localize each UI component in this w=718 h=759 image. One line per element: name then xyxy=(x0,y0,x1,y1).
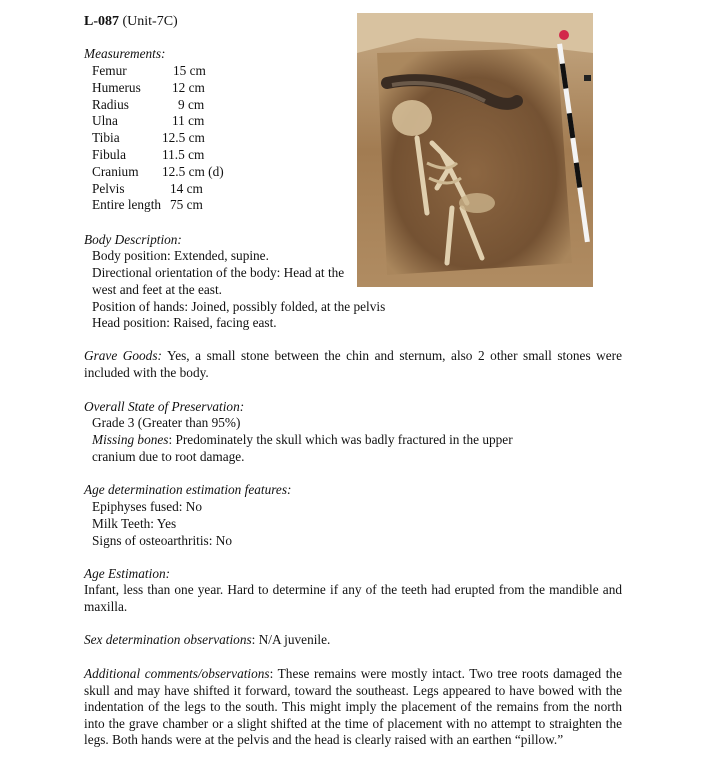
sex-text: : N/A juvenile. xyxy=(251,632,331,647)
measurement-label: Radius xyxy=(92,96,129,112)
body-orientation-cont: west and feet at the east. xyxy=(92,282,222,297)
additional-label: Additional comments/observations xyxy=(84,666,270,681)
age-features-heading: Age determination estimation features: xyxy=(84,482,292,497)
measurement-value: 9 cm xyxy=(178,96,205,112)
record-unit: (Unit-7C) xyxy=(122,14,178,29)
additional-comments xyxy=(84,666,622,749)
burial-photo xyxy=(357,13,593,287)
preservation-grade: Grade 3 (Greater than 95%) xyxy=(92,415,241,430)
sex-determination xyxy=(84,632,330,648)
body-position: Body position: Extended, supine. xyxy=(92,248,269,263)
missing-bones-text: : Predominately the skull which was badly fractured in the upper xyxy=(168,432,513,447)
measurement-value: 75 cm xyxy=(170,197,203,213)
body-description-heading: Body Description: xyxy=(84,232,182,247)
preservation-heading: Overall State of Preservation: xyxy=(84,399,245,414)
measurement-value: 15 cm xyxy=(173,63,206,78)
measurement-row xyxy=(92,63,206,79)
measurement-value: 12 cm xyxy=(172,79,205,95)
measurement-label: Pelvis xyxy=(92,180,125,196)
epiphyses: Epiphyses fused: No xyxy=(92,499,203,514)
measurement-row xyxy=(92,180,203,197)
measurement-label: Cranium xyxy=(92,163,139,179)
grave-goods xyxy=(84,348,622,381)
measurement-label: Humerus xyxy=(92,79,141,95)
grave-goods-label: Grave Goods: xyxy=(84,348,162,363)
measurement-row xyxy=(92,79,205,96)
measurement-value: 12.5 cm (d) xyxy=(162,163,224,179)
grave-goods-text: Yes, a small stone between the chin and sternum, also 2 other small stones were included with the body. xyxy=(84,348,622,380)
age-estimation-text: Infant, less than one year. Hard to determine if any of the teeth had erupted from the mandible and maxilla. xyxy=(84,582,622,614)
measurement-value: 12.5 cm xyxy=(162,130,205,146)
measurement-value: 11 cm xyxy=(172,113,205,129)
measurement-row xyxy=(92,113,205,129)
measurement-value: 14 cm xyxy=(170,180,203,196)
record-title xyxy=(84,14,178,30)
record-id: L-087 xyxy=(84,14,119,29)
missing-bones-label: Missing bones xyxy=(92,432,169,447)
measurement-row xyxy=(92,147,205,163)
measurement-label: Fibula xyxy=(92,147,126,162)
measurement-label: Ulna xyxy=(92,113,118,129)
measurement-label: Tibia xyxy=(92,130,120,146)
measurement-label: Femur xyxy=(92,63,127,78)
measurement-row xyxy=(92,197,203,213)
head-position: Head position: Raised, facing east. xyxy=(92,315,277,330)
measurement-label: Entire length xyxy=(92,197,162,213)
measurement-row xyxy=(92,163,224,180)
hand-position: Position of hands: Joined, possibly folded, at the pelvis xyxy=(92,299,386,314)
missing-bones-cont: cranium due to root damage. xyxy=(92,449,245,464)
age-estimation-heading: Age Estimation: xyxy=(84,566,171,581)
measurement-row xyxy=(92,96,205,113)
measurement-value: 11.5 cm xyxy=(162,147,205,162)
missing-bones xyxy=(92,432,513,448)
milk-teeth: Milk Teeth: Yes xyxy=(92,516,177,531)
additional-text: : These remains were mostly intact. Two tree roots damaged the skull and may have shifted it forward, toward the southeast. Legs appeared to have bowed with the indentation of the legs to the south. This might imply the placement of the remains from the north into the grave chamber or a slight shifted at the time of placement with no attempt to straighten the legs. Both hands were at the pelvis and the head is clearly raised with an earthen “pillow.” xyxy=(84,666,622,748)
measurements-heading: Measurements: xyxy=(84,46,166,61)
sex-label: Sex determination observations xyxy=(84,632,252,647)
body-orientation: Directional orientation of the body: Head at the xyxy=(92,265,345,280)
measurement-row xyxy=(92,130,205,146)
osteoarthritis: Signs of osteoarthritis: No xyxy=(92,533,232,548)
